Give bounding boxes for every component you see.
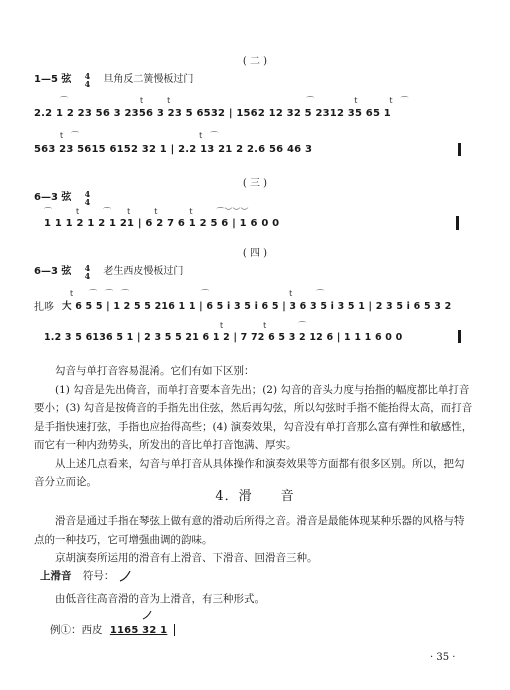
time-signature: 4 4: [84, 188, 91, 207]
notation-row: 2.2 1 2 23 56 3 2356 3 23 5 6532 | 1562 12 32 5 2312 35 65 1: [34, 108, 391, 119]
time-signature: 4 4: [84, 70, 91, 89]
section-heading-4: ( 四 ): [242, 248, 268, 259]
paragraph: 京胡演奏所运用的滑音有上滑音、下滑音、回滑音三种。: [55, 552, 318, 564]
up-slide-title: 上滑音: [40, 570, 72, 582]
section4-header: [34, 262, 183, 280]
example-notation: 1165 32 1: [109, 625, 168, 636]
strings-label: 1—5 弦: [34, 74, 72, 85]
section3-header: [34, 188, 100, 206]
section2-header: [34, 70, 193, 88]
up-slide-heading: [40, 568, 132, 583]
end-barline: [458, 143, 461, 156]
end-barline: [458, 330, 461, 343]
ornament-marks: ⌒ t t ⌒ t t ⌒: [60, 96, 409, 105]
notation-row: 1.2 3 5 6136 5 1 | 2 3 5 5 21 6 1 2 | 7 72 6 5 3 2 12 6 | 1 1 1 6 0 0: [44, 332, 403, 343]
slide-intro: [34, 512, 474, 568]
paragraph: 勾音与单打音容易混淆。它们有如下区别：: [55, 365, 255, 377]
slide-mark-icon: [142, 610, 152, 620]
notation-row: 大 6 5 5 | 1 2 5 5 216 1 1 | 6 5 i 3 5 i 6 5 | 3 6 3 5 i 3 5 1 | 2 3 5 i 6 5 3 2: [62, 301, 452, 312]
tune-name: 旦角反二簧慢板过门: [103, 74, 194, 85]
ornament-marks: ⌒ t ⌒ t t t ⌒︶︶︶: [44, 207, 249, 216]
up-slide-symbol-icon: [118, 569, 132, 583]
example-line: [50, 622, 175, 637]
notation-row: 563 23 5615 6152 32 1 | 2.2 13 21 2 2.6 56 46 3: [34, 144, 313, 155]
symbol-label: 符号：: [82, 570, 115, 582]
row-label: 扎哆: [34, 302, 54, 313]
paragraph: 滑音是通过手指在琴弦上做有意的滑动后所得之音。滑音是最能体现某种乐器的风格与特点的一种技巧，它可增强曲调的韵味。: [34, 515, 465, 546]
ornament-marks: t t ⌒: [220, 321, 307, 330]
strings-label: 6—3 弦: [34, 266, 72, 277]
section-title: 4．滑 音: [215, 489, 295, 504]
time-signature: 4 4: [84, 262, 91, 281]
paragraph: 由低音往高音滑的音为上滑音，有三种形式。: [55, 593, 265, 605]
ornament-marks: t ⌒ t ⌒: [60, 131, 219, 140]
tune-name: 老生西皮慢板过门: [103, 266, 184, 277]
barline: [174, 624, 175, 636]
comparison-text: [34, 362, 474, 492]
paragraph: 从上述几点看来，勾音与单打音从具体操作和演奏效果等方面都有很多区别。所以，把勾音分立而论。: [34, 457, 465, 488]
ornament-marks: t ⌒ ⌒ ⌒ ⌒ t ⌒: [70, 289, 325, 298]
up-slide-text: [34, 590, 474, 609]
page-number: · 35 ·: [430, 652, 456, 663]
paragraph: (1) 勾音是先出倚音，而单打音要本音先出；(2) 勾音的音头力度与抬指的幅度都比单打音要小；(3) 勾音是按倚音的手指先出住弦，然后再勾弦，所以勾弦时手指不能抬得太高，而打音是手指快速打弦，手指也应抬得高些；(4) 演奏效果，勾音没有单打音那么富有弹性和敏感性，而它有一种内劲势头，所发出的音比单打音饱满、厚实。: [34, 383, 473, 451]
strings-label: 6—3 弦: [34, 192, 72, 203]
example-label: 例①：西皮: [50, 624, 103, 636]
end-barline: [456, 216, 459, 230]
notation-row: 1 1 1 2 1 2 1 21 | 6 2 7 6 1 2 5 6 | 1 6 0 0: [44, 218, 280, 229]
section-heading-2: ( 二 ): [242, 56, 268, 67]
section-heading-3: ( 三 ): [242, 178, 268, 189]
